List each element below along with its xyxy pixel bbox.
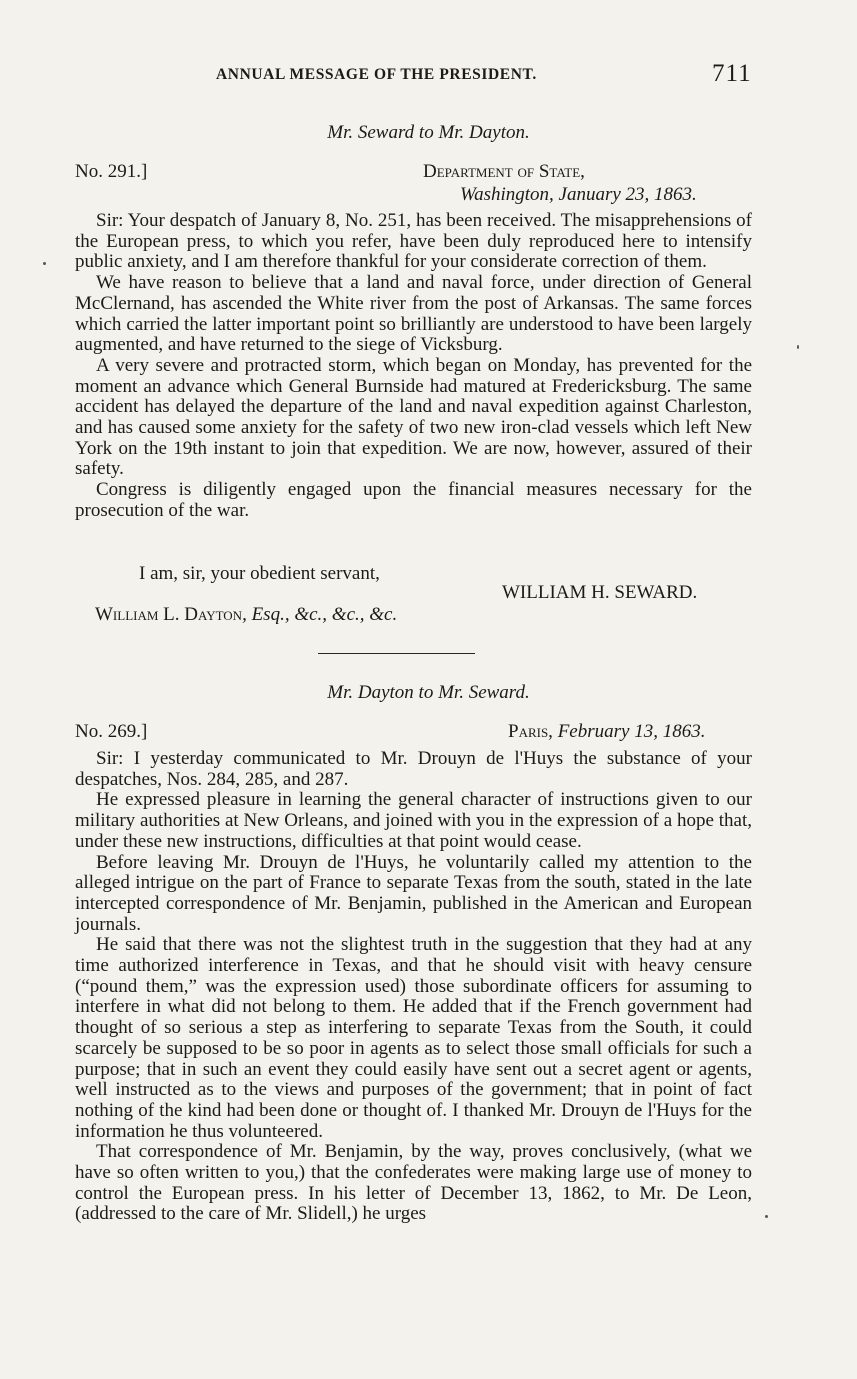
letter-2-place: Paris, <box>508 721 553 742</box>
letter-2-paragraph: Before leaving Mr. Drouyn de l'Huys, he voluntarily called my attention to the alleged intrigue on the part of France to separate Texas from the south, stated in the late intercepted correspondence of Mr. Benjamin, published in the American and European journals. <box>75 851 752 935</box>
letter-1-paragraph: Congress is diligently engaged upon the financial measures necessary for the prosecution of the war. <box>75 479 752 521</box>
letter-1-signature: WILLIAM H. SEWARD. <box>502 582 698 603</box>
print-speck <box>797 345 799 349</box>
running-title: ANNUAL MESSAGE OF THE PRESIDENT. <box>216 66 537 83</box>
addressee-name: William L. Dayton <box>95 604 243 625</box>
letter-2-number: No. 269.] <box>75 721 148 742</box>
letter-1-paragraph: A very severe and protracted storm, which began on Monday, has prevented for the moment an advance which General Burnside had matured at Fredericksburg. The same accident has delayed the departure of the land and naval expedition against Charleston, and has caused some anxiety for the safety of two new iron-clad vessels which left New York on the 19th instant to join that expedition. We are now, however, assured of their safety. <box>75 354 752 480</box>
letter-2-dateline <box>508 721 705 743</box>
letter-2-date: February 13, 1863. <box>557 721 706 742</box>
section-divider <box>318 653 475 654</box>
letter-2-paragraph: Sir: I yesterday communicated to Mr. Drouyn de l'Huys the substance of your despatches, Nos. 284, 285, and 287. <box>75 748 752 790</box>
letter-1-place: Department of State, <box>423 161 585 182</box>
letter-2-paragraph: That correspondence of Mr. Benjamin, by the way, proves conclusively, (what we have so often written to you,) that the confederates were making large use of money to control the European press. In his letter of December 13, 1862, to Mr. De Leon, (addressed to the care of Mr. Slidell,) he urges <box>75 1141 752 1225</box>
letter-2-body <box>75 749 752 1225</box>
addressee-suffix: , Esq., &c., &c., &c. <box>242 604 398 625</box>
print-speck <box>765 1215 768 1218</box>
letter-2-paragraph: He said that there was not the slightest truth in the suggestion that they had at any time authorized interference in Texas, and that he should visit with heavy censure (“pound them,” was the expression used) those subordinate officers for assuming to interfere in what did not belong to them. He added that if the French government had thought of so serious a step as interfering to separate Texas from the South, it could scarcely be supposed to be so poor in agents as to select those small officials for such a purpose; that in such an event they could easily have sent out a secret agent or agents, well instructed as to the views and purposes of the government; that in point of fact nothing of the kind had been done or thought of. I thanked Mr. Drouyn de l'Huys for the information he thus volunteered. <box>75 934 752 1142</box>
letter-1-addressee <box>95 604 397 626</box>
letter-2-heading: Mr. Dayton to Mr. Seward. <box>327 682 530 703</box>
letter-1-heading: Mr. Seward to Mr. Dayton. <box>327 122 530 143</box>
letter-2-paragraph: He expressed pleasure in learning the general character of instructions given to our military authorities at New Orleans, and joined with you in the expression of a hope that, under these new instructions, difficulties at that point would cease. <box>75 789 752 852</box>
letter-1-paragraph: We have reason to believe that a land and naval force, under direction of General McClernand, has ascended the White river from the post of Arkansas. The same forces which carried the latter important point so brilliantly are understood to have been largely augmented, and have returned to the siege of Vicksburg. <box>75 272 752 356</box>
letter-1-number: No. 291.] <box>75 161 148 182</box>
page-number: 711 <box>712 60 752 87</box>
letter-1-closing: I am, sir, your obedient servant, <box>139 563 380 584</box>
letter-1-paragraph: Sir: Your despatch of January 8, No. 251, has been received. The misapprehensions of the European press, to which you refer, have been duly reproduced here to intensify public anxiety, and I am therefore thankful for your considerate correction of them. <box>75 210 752 273</box>
letter-1-body <box>75 211 752 522</box>
print-speck <box>43 262 46 265</box>
letter-1-date: Washington, January 23, 1863. <box>460 184 697 205</box>
